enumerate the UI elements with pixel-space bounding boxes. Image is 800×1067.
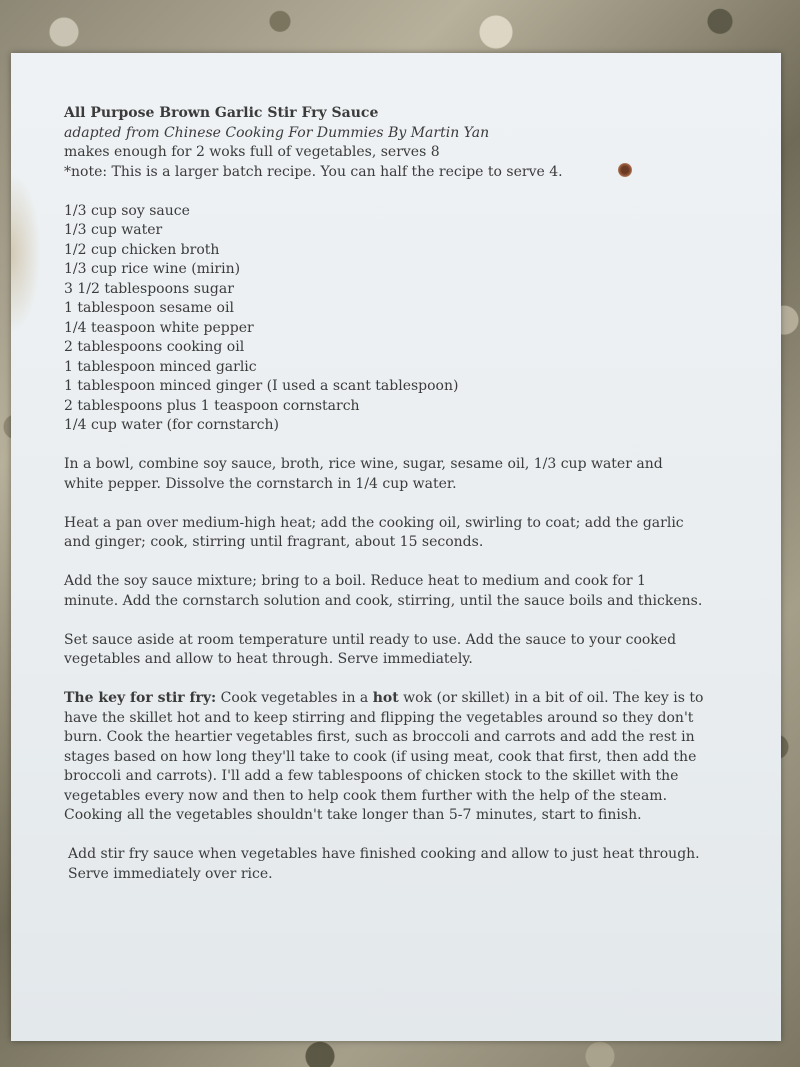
water-stain (11, 173, 41, 333)
ingredient-item: 2 tablespoons cooking oil (64, 339, 245, 355)
final-note: Add stir fry sauce when vegetables have finished cooking and allow to just heat through. Serve immediately over rice. (68, 846, 700, 882)
ingredient-item: 1/4 cup water (for cornstarch) (64, 417, 279, 433)
ingredient-item: 1/2 cup chicken broth (64, 241, 220, 258)
ingredient-item: 3 1/2 tablespoons sugar (64, 280, 234, 297)
key-tip-text: Cook vegetables in a (216, 690, 373, 706)
spacer (64, 670, 704, 690)
recipe-title: All Purpose Brown Garlic Stir Fry Sauce (64, 105, 379, 121)
ingredient-item: 1 tablespoon minced ginger (I used a scant tablespoon) (64, 378, 459, 394)
ingredients-list (64, 202, 704, 436)
spacer (64, 436, 704, 456)
key-tip-hot: hot (372, 690, 399, 706)
ingredient-item: 2 tablespoons plus 1 teaspoon cornstarch (64, 397, 360, 414)
spacer (64, 611, 704, 631)
step-3: Add the soy sauce mixture; bring to a boil. Reduce heat to medium and cook for 1 minute. Add the cornstarch solution and cook, stirring, until the sauce boils and thickens. (64, 573, 703, 609)
recipe-note: *note: This is a larger batch recipe. You can half the recipe to serve 4. (64, 163, 563, 180)
recipe-yield: makes enough for 2 woks full of vegetables, serves 8 (64, 144, 440, 160)
spacer (64, 553, 704, 573)
spacer (64, 182, 704, 202)
ingredient-item: 1/4 teaspoon white pepper (64, 319, 254, 336)
ingredient-item: 1/3 cup soy sauce (64, 202, 190, 219)
step-1: In a bowl, combine soy sauce, broth, rice wine, sugar, sesame oil, 1/3 cup water and white pepper. Dissolve the cornstarch in 1/4 cup water. (64, 456, 663, 492)
key-tip-lead: The key for stir fry: (64, 690, 217, 706)
key-tip-paragraph (64, 689, 704, 826)
spacer (64, 826, 704, 846)
recipe-content (64, 104, 704, 884)
ingredient-item: 1/3 cup water (64, 222, 163, 238)
step-2: Heat a pan over medium-high heat; add the cooking oil, swirling to coat; add the garlic and ginger; cook, stirring until fragrant, about 15 seconds. (64, 514, 684, 550)
ingredient-item: 1 tablespoon minced garlic (64, 358, 257, 375)
recipe-source: adapted from Chinese Cooking For Dummies By Martin Yan (64, 124, 490, 141)
spacer (64, 494, 704, 514)
key-tip-text-rest: wok (or skillet) in a bit of oil. The key is to have the skillet hot and to keep stirring and flipping the vegetables around so they don't burn. Cook the heartier vegetables first, such as broccoli and carrots and add the rest in stages based on how long they'll take to cook (if using meat, cook that first, then add the broccoli and carrots). I'll add a few tablespoons of chicken stock to the skillet with the vegetables every now and then to help cook them further with the help of the steam. Cooking all the vegetables shouldn't take longer than 5-7 minutes, start to finish. (64, 690, 704, 823)
ingredient-item: 1/3 cup rice wine (mirin) (64, 261, 241, 277)
ingredient-item: 1 tablespoon sesame oil (64, 300, 234, 316)
step-4: Set sauce aside at room temperature until ready to use. Add the sauce to your cooked vegetables and allow to heat through. Serve immediately. (64, 631, 677, 667)
